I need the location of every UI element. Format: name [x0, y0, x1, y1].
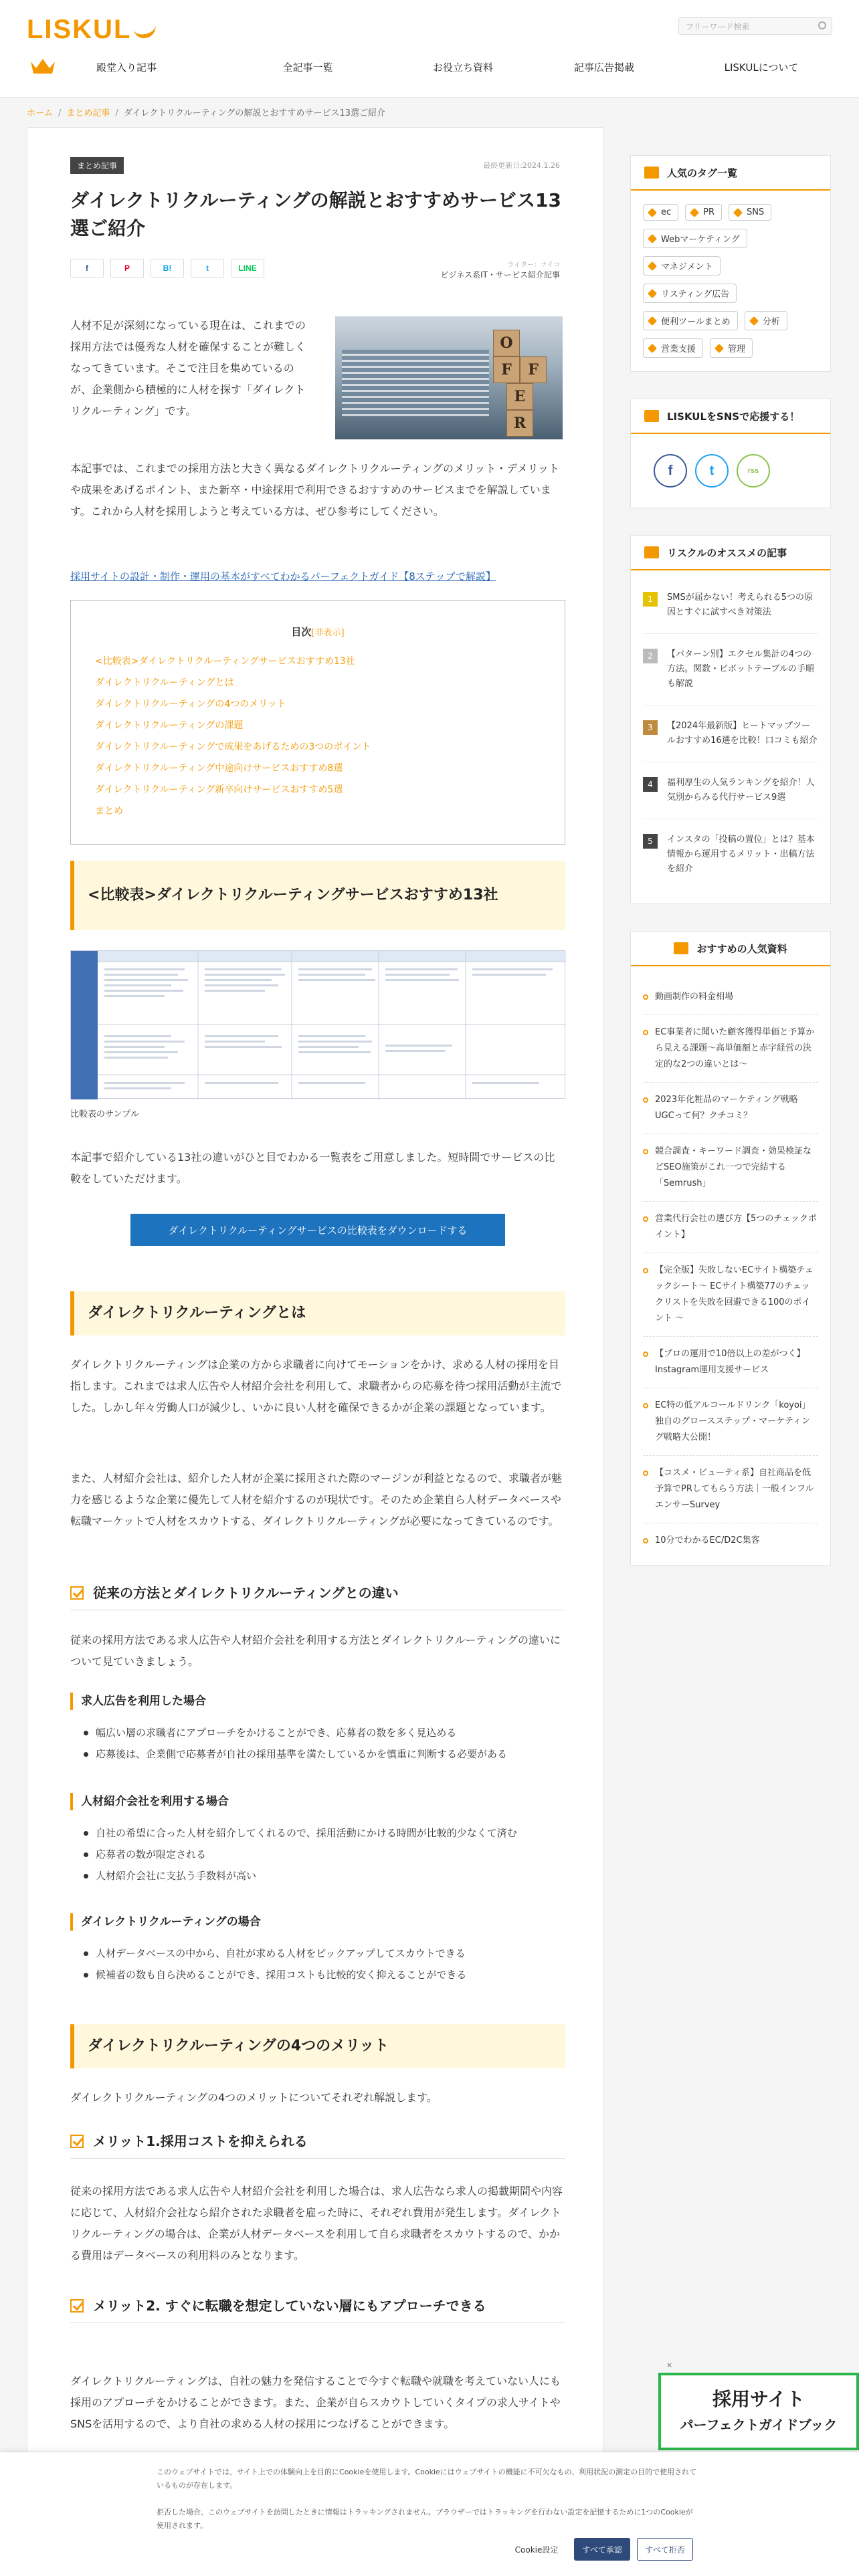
heading-merit-1: メリット1.採用コストを抑えられる: [70, 2131, 565, 2159]
compare-paragraph: 本記事で紹介している13社の違いがひと目でわかる一覧表をご用意しました。短時間でサービスの比較をしていただけます。: [70, 1151, 555, 1185]
rank-number: 4: [643, 777, 658, 792]
heading-direct: ダイレクトリクルーティングの場合: [70, 1913, 261, 1931]
share-twitter-button[interactable]: t: [191, 259, 224, 278]
cookie-text: このウェブサイトでは、サイト上での体験向上を目的にCookieを使用します。Cookieにはウェブサイトの機能に不可欠なもの、利用状況の測定の目的で使用されているものが存在します。: [157, 2468, 697, 2490]
difference-paragraph: 従来の採用方法である求人広告や人材紹介会社を利用する方法とダイレクトリクルーティングの違いについて見ていきましょう。: [70, 1634, 561, 1668]
guidebook-banner[interactable]: [658, 2373, 859, 2450]
resource-link[interactable]: 動画制作の料金相場: [643, 980, 818, 1015]
comparison-table-image: [70, 950, 565, 1099]
ranking-item[interactable]: 5 インスタの「投稿の置位」とは？基本情報から運用するメリット・出稿方法を紹介: [643, 819, 818, 890]
about-paragraph-1: ダイレクトリクルーティングは企業の方から求職者に向けてモーションをかけ、求める人材の採用を目指します。これまでは求人広告や人材紹介会社を利用して、求職者からの応募を待つ採用活動が主流でした。しかし年々労働人口が減少し、いかに良い人材を確保できるかが企業の課題となっています。: [70, 1358, 562, 1414]
twitter-icon[interactable]: t: [695, 454, 729, 488]
rank-number: 2: [643, 649, 658, 663]
list-item: 候補者の数も自ら決めることができ、採用コストも比較的安く抑えることができる: [84, 1964, 565, 1985]
about-paragraph-2: また、人材紹介会社は、紹介した人材が企業に採用された際のマージンが利益となるので、求職者が魅力を感じるような企業に優先して人材を紹介するのが現状です。そのため企業自ら人材データベースや転職マーケットで人材をスカウトする、ダイレクトリクルーティングが必要になってきているのです。: [70, 1472, 562, 1527]
toc-title: 目次[非表示]: [291, 626, 345, 638]
sns-widget: [630, 399, 831, 508]
nav-resources[interactable]: お役立ち資料: [432, 61, 493, 74]
ranking-item[interactable]: 2 【パターン別】エクセル集計の4つの方法。関数・ピボットテーブルの手順も解説: [643, 634, 818, 706]
table-caption: 比較表のサンプル: [70, 1109, 139, 1119]
intro-paragraph-2: 本記事では、これまでの採用方法と大きく異なるダイレクトリクルーティングのメリット・デメリットや成果をあげるポイント、また新卒・中途採用で利用できるおすすめのサービスまでを解説しています。これから人材を採用しようと考えている方は、ぜひ参考にしてください。: [70, 462, 560, 518]
tag-link[interactable]: 管理: [710, 338, 753, 358]
resource-link[interactable]: 営業代行会社の選び方【5つのチェックポイント】: [643, 1202, 818, 1253]
download-comparison-button[interactable]: ダイレクトリクルーティングサービスの比較表をダウンロードする: [130, 1214, 505, 1246]
toc-item[interactable]: ダイレクトリクルーティング中途向けサービスおすすめ8選: [95, 763, 343, 774]
tag-icon: [749, 316, 759, 325]
writer-info: [440, 259, 560, 280]
share-buttons: [70, 259, 264, 278]
check-icon: [70, 2299, 84, 2313]
list-item: 自社の希望に合った人材を紹介してくれるので、採用活動にかける時間が比較的少なくて済む: [84, 1822, 565, 1844]
facebook-icon[interactable]: f: [654, 454, 687, 488]
resource-link[interactable]: 10分でわかるEC/D2C集客: [643, 1523, 818, 1558]
resource-link[interactable]: EC事業者に聞いた顧客獲得単価と予算から見える課題〜高単価額と赤字経営の決定的な2つの違いとは〜: [643, 1015, 818, 1083]
toc-item[interactable]: ダイレクトリクルーティングとは: [95, 677, 234, 688]
site-header: [0, 0, 859, 98]
tag-link[interactable]: Webマーケティング: [643, 229, 747, 248]
agency-list: [84, 1822, 565, 1887]
cookie-settings-button[interactable]: Cookie設定: [514, 2545, 559, 2555]
tag-link[interactable]: 便利ツールまとめ: [643, 311, 738, 330]
article: [27, 127, 603, 2481]
image-letter: O: [493, 330, 520, 356]
tag-link[interactable]: マネジメント: [643, 256, 721, 276]
toc-item[interactable]: ダイレクトリクルーティングの4つのメリット: [95, 699, 286, 710]
direct-list: [84, 1943, 565, 1985]
tag-icon: [690, 207, 699, 217]
tag-link[interactable]: PR: [685, 204, 722, 221]
image-letter: E: [506, 383, 533, 410]
resource-link[interactable]: EC特の低アルコールドリンク「koyoi」独自のグロースステップ・マーケティング戦略大公開！: [643, 1388, 818, 1456]
cookie-text-2: 拒否した場合、このウェブサイトを訪問したときに情報はトラッキングされません。ブラウザーではトラッキングを行わない設定を記憶するために1つのCookieが使用されます。: [157, 2508, 693, 2530]
resource-link[interactable]: 【完全版】失敗しないECサイト構築チェックシート〜 ECサイト構築77のチェックリストを失敗を回避できる100のポイント 〜: [643, 1253, 818, 1337]
job-ad-list: [84, 1722, 565, 1765]
tag-icon: [644, 167, 659, 179]
updated-date: 最終更新日:2024.1.26: [483, 161, 560, 170]
tag-icon: [648, 261, 657, 270]
search-input[interactable]: フリーワード検索: [678, 17, 832, 35]
share-line-button[interactable]: LINE: [231, 259, 264, 278]
rank-number: 5: [643, 834, 658, 849]
tag-icon: [648, 233, 657, 243]
writer-label: ライター：ナイコ: [507, 261, 560, 269]
check-icon: [70, 1586, 84, 1600]
toc-item[interactable]: ダイレクトリクルーティング新卒向けサービスおすすめ5選: [95, 784, 343, 795]
recommended-resources-widget: [630, 931, 831, 1566]
mail-icon: [674, 942, 688, 954]
widget-title: 人気のタグ一覧: [631, 156, 830, 191]
toc-item[interactable]: ダイレクトリクルーティングの課題: [95, 720, 244, 731]
heading-about: ダイレクトリクルーティングとは: [70, 1291, 565, 1335]
crown-icon: [29, 58, 56, 76]
heading-job-ad: 求人広告を利用した場合: [70, 1693, 206, 1710]
image-letter: F: [520, 356, 547, 383]
banner-line-1: 採用サイト: [712, 2388, 805, 2410]
toc-item[interactable]: まとめ: [95, 806, 123, 817]
image-letter: F: [493, 356, 520, 383]
share-hatena-button[interactable]: B!: [151, 259, 184, 278]
table-of-contents: [70, 600, 565, 845]
share-pocket-button[interactable]: P: [110, 259, 144, 278]
heading-merits: ダイレクトリクルーティングの4つのメリット: [70, 2024, 565, 2068]
tag-link[interactable]: SNS: [729, 204, 771, 221]
ranking-widget: [630, 535, 831, 904]
writer-name[interactable]: ビジネス系IT・サービス紹介記事: [440, 270, 560, 280]
image-letter: R: [506, 410, 533, 437]
thumbs-up-icon: [644, 546, 659, 558]
nav-ad-placement[interactable]: 記事広告掲載: [573, 61, 634, 74]
widget-title: おすすめの人気資料: [631, 932, 830, 966]
search-icon[interactable]: [818, 21, 826, 29]
toc-toggle[interactable]: [非表示]: [311, 628, 345, 638]
list-item: 幅広い層の求職者にアプローチをかけることができ、応募者の数を多く見込める: [84, 1722, 565, 1743]
heading-difference: 従来の方法とダイレクトリクルーティングとの違い: [70, 1583, 565, 1610]
cookie-reject-button[interactable]: すべて拒否: [637, 2538, 693, 2561]
merits-paragraph: ダイレクトリクルーティングの4つのメリットについてそれぞれ解説します。: [70, 2091, 438, 2104]
cookie-accept-button[interactable]: すべて承認: [574, 2538, 630, 2561]
resource-link[interactable]: 【コスメ・ビューティ系】自社商品を低予算でPRしてもらう方法｜一般インフルエンサーSurvey: [643, 1456, 818, 1523]
tag-link[interactable]: 分析: [745, 311, 787, 330]
page-title: ダイレクトリクルーティングの解説とおすすめサービス13選ご紹介: [70, 189, 561, 239]
banner-line-2: パーフェクトガイドブック: [680, 2417, 838, 2433]
breadcrumb-category[interactable]: まとめ記事: [66, 108, 110, 118]
merit-2-paragraph: ダイレクトリクルーティングは、自社の魅力を発信することで今すぐ転職や就職を考えていない人にも採用のアプローチをかけることができます。また、企業が自らスカウトしていくタイプの求人サイトやSNSを活用するので、より自社の求める人材の採用につなげることができます。: [70, 2375, 561, 2430]
tag-icon: [714, 343, 724, 352]
cookie-consent-bar: [0, 2452, 859, 2576]
tag-icon: [648, 343, 657, 352]
tag-icon: [648, 207, 657, 217]
tag-link[interactable]: 営業支援: [643, 338, 703, 358]
nav-all-articles[interactable]: 全記事一覧: [282, 61, 333, 74]
tag-icon: [648, 316, 657, 325]
intro-paragraph: 人材不足が深刻になっている現在は、これまでの採用方法では優秀な人材を確保することが難しくなってきています。そこで注目を集めているのが、企業側から積極的に人材を探す「ダイレクトリクルーティング」です。: [70, 319, 306, 417]
breadcrumb-current: ダイレクトリクルーティングの解説とおすすめサービス13選ご紹介: [123, 108, 386, 118]
nav-hall-of-fame[interactable]: 殿堂入り記事: [96, 61, 157, 74]
main-nav: [0, 51, 859, 83]
popular-tags-widget: [630, 155, 831, 372]
check-icon: [70, 2135, 84, 2148]
toc-item[interactable]: ダイレクトリクルーティングで成果をあげるための3つのポイント: [95, 742, 371, 752]
site-logo[interactable]: LISKUL: [27, 15, 157, 45]
heading-agency: 人材紹介会社を利用する場合: [70, 1793, 229, 1810]
rank-number: 3: [643, 720, 658, 735]
ranking-item[interactable]: 4 福利厚生の人気ランキングを紹介！人気別からみる代行サービス9選: [643, 762, 818, 819]
resource-link[interactable]: 2023年化粧品のマーケティング戦略 UGCって何？クチコミ？: [643, 1083, 818, 1134]
share-facebook-button[interactable]: f: [70, 259, 104, 278]
rss-icon[interactable]: rss: [737, 454, 770, 488]
resource-link[interactable]: 【プロの運用で10倍以上の差がつく】Instagram運用支援サービス: [643, 1337, 818, 1388]
ranking-item[interactable]: 3 【2024年最新版】ヒートマップツールおすすめ16選を比較！口コミも紹介: [643, 706, 818, 762]
list-item: 応募後は、企業側で応募者が自社の採用基準を満たしているかを慎重に判断する必要がある: [84, 1743, 565, 1765]
widget-title: LISKULをSNSで応援する！: [631, 399, 830, 434]
offer-blocks-image: [335, 316, 563, 439]
rank-number: 1: [643, 592, 658, 607]
breadcrumb-home[interactable]: ホーム: [27, 108, 54, 118]
resource-link[interactable]: 競合調査・キーワード調査・効果検証などSEO施策がこれ一つで完結する「Semrush」: [643, 1134, 818, 1202]
list-item: 人材データベースの中から、自社が求める人材をピックアップしてスカウトできる: [84, 1943, 565, 1964]
heading-merit-2: メリット2. すぐに転職を想定していない層にもアプローチできる: [70, 2296, 565, 2323]
tag-link[interactable]: ec: [643, 204, 678, 221]
category-badge[interactable]: まとめ記事: [70, 157, 124, 174]
guide-link[interactable]: 採用サイトの設計・制作・運用の基本がすべてわかるパーフェクトガイド【8ステップで解説】: [70, 570, 496, 582]
ranking-item[interactable]: 1 SMSが届かない！考えられる5つの原因とすぐに試すべき対策法: [643, 577, 818, 634]
tag-icon: [648, 288, 657, 298]
merit-1-paragraph: 従来の採用方法である求人広告や人材紹介会社を利用した場合は、求人広告なら求人の掲載期間や内容に応じて、人材紹介会社なら紹介された求職者を雇った時に、それぞれ費用が発生します。ダイレクトリクルーティングの場合は、企業が人材データベースを利用して自ら求職者をスカウトするので、かかる費用はデータベースの利用料のみとなります。: [70, 2185, 563, 2262]
list-item: 応募者の数が限定される: [84, 1844, 565, 1865]
list-item: 人材紹介会社に支払う手数料が高い: [84, 1865, 565, 1887]
tag-icon: [733, 207, 743, 217]
breadcrumb: ホーム / まとめ記事 / ダイレクトリクルーティングの解説とおすすめサービス13選ご紹介: [27, 108, 386, 118]
tag-link[interactable]: リスティング広告: [643, 284, 737, 303]
widget-title: リスクルのオススメの記事: [631, 536, 830, 570]
sidebar: [630, 155, 831, 1592]
banner-close-button[interactable]: ×: [666, 2361, 673, 2369]
toc-item[interactable]: <比較表>ダイレクトリクルーティングサービスおすすめ13社: [95, 656, 355, 667]
mail-icon: [644, 410, 659, 422]
heading-compare: <比較表>ダイレクトリクルーティングサービスおすすめ13社: [70, 861, 565, 930]
nav-about[interactable]: LISKULについて: [724, 61, 799, 74]
